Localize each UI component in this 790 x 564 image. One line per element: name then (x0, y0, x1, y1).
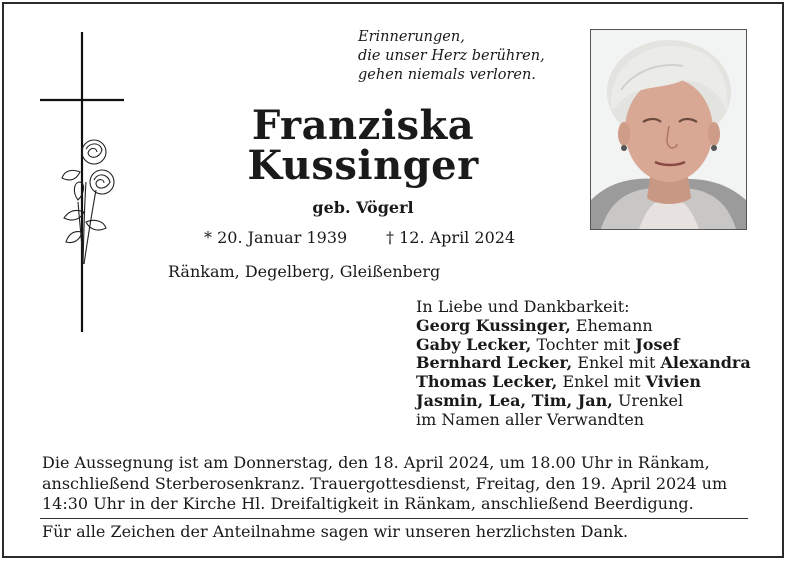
mourner-row (416, 317, 761, 336)
mourner-partner: Vivien (645, 372, 702, 392)
mourner-name: Bernhard Lecker, (416, 353, 573, 373)
funeral-line: 14:30 Uhr in der Kirche Hl. Dreifaltigkeit in Ränkam, anschließend Beerdigung. (42, 494, 694, 513)
mourner-row (416, 354, 761, 373)
last-name: Kussinger (247, 142, 479, 189)
mourner-name: Thomas Lecker, (416, 372, 558, 392)
mourner-row (416, 336, 761, 355)
divider (40, 518, 748, 519)
mourner-partner: Alexandra (660, 353, 751, 373)
mourners-closing: im Namen aller Verwandten (416, 409, 645, 429)
mourners-list (416, 298, 761, 430)
quote-line: die unser Herz berühren, (358, 48, 545, 64)
places-of-residence: Ränkam, Degelberg, Gleißenberg (168, 262, 441, 281)
birth-date: * 20. Januar 1939 (204, 228, 348, 247)
mourner-relation: Tochter mit (531, 334, 636, 354)
mourners-intro: In Liebe und Dankbarkeit: (416, 297, 630, 316)
mourner-relation: Enkel mit (557, 372, 646, 392)
mourner-relation: Enkel mit (572, 353, 661, 373)
funeral-details (42, 453, 752, 515)
mourner-row (416, 373, 761, 392)
mourner-row (416, 392, 761, 411)
mourner-partner: Josef (635, 334, 680, 354)
funeral-line: anschließend Sterberosenkranz. Trauergottesdienst, Freitag, den 19. April 2024 um (42, 473, 728, 493)
mourner-relation: Urenkel (612, 390, 684, 410)
memorial-quote (358, 28, 588, 85)
deceased-name (180, 102, 546, 189)
funeral-line: Die Aussegnung ist am Donnerstag, den 18. April 2024, um 18.00 Uhr in Ränkam, (42, 453, 710, 472)
quote-line: gehen niemals verloren. (358, 67, 536, 83)
portrait-illustration (591, 30, 746, 229)
quote-line: Erinnerungen, (358, 29, 465, 45)
maiden-name: geb. Vögerl (312, 198, 414, 217)
death-date: † 12. April 2024 (386, 228, 516, 247)
mourner-name: Gaby Lecker, (416, 334, 532, 354)
mourner-relation: Ehemann (570, 315, 653, 335)
cross-with-roses-icon (40, 32, 130, 334)
mourner-name: Jasmin, Lea, Tim, Jan, (416, 390, 613, 410)
mourner-name: Georg Kussinger, (416, 315, 571, 335)
thanks-note: Für alle Zeichen der Anteilnahme sagen wir unseren herzlichsten Dank. (42, 522, 629, 541)
portrait-photo (590, 29, 747, 230)
first-name: Franziska (251, 102, 475, 149)
